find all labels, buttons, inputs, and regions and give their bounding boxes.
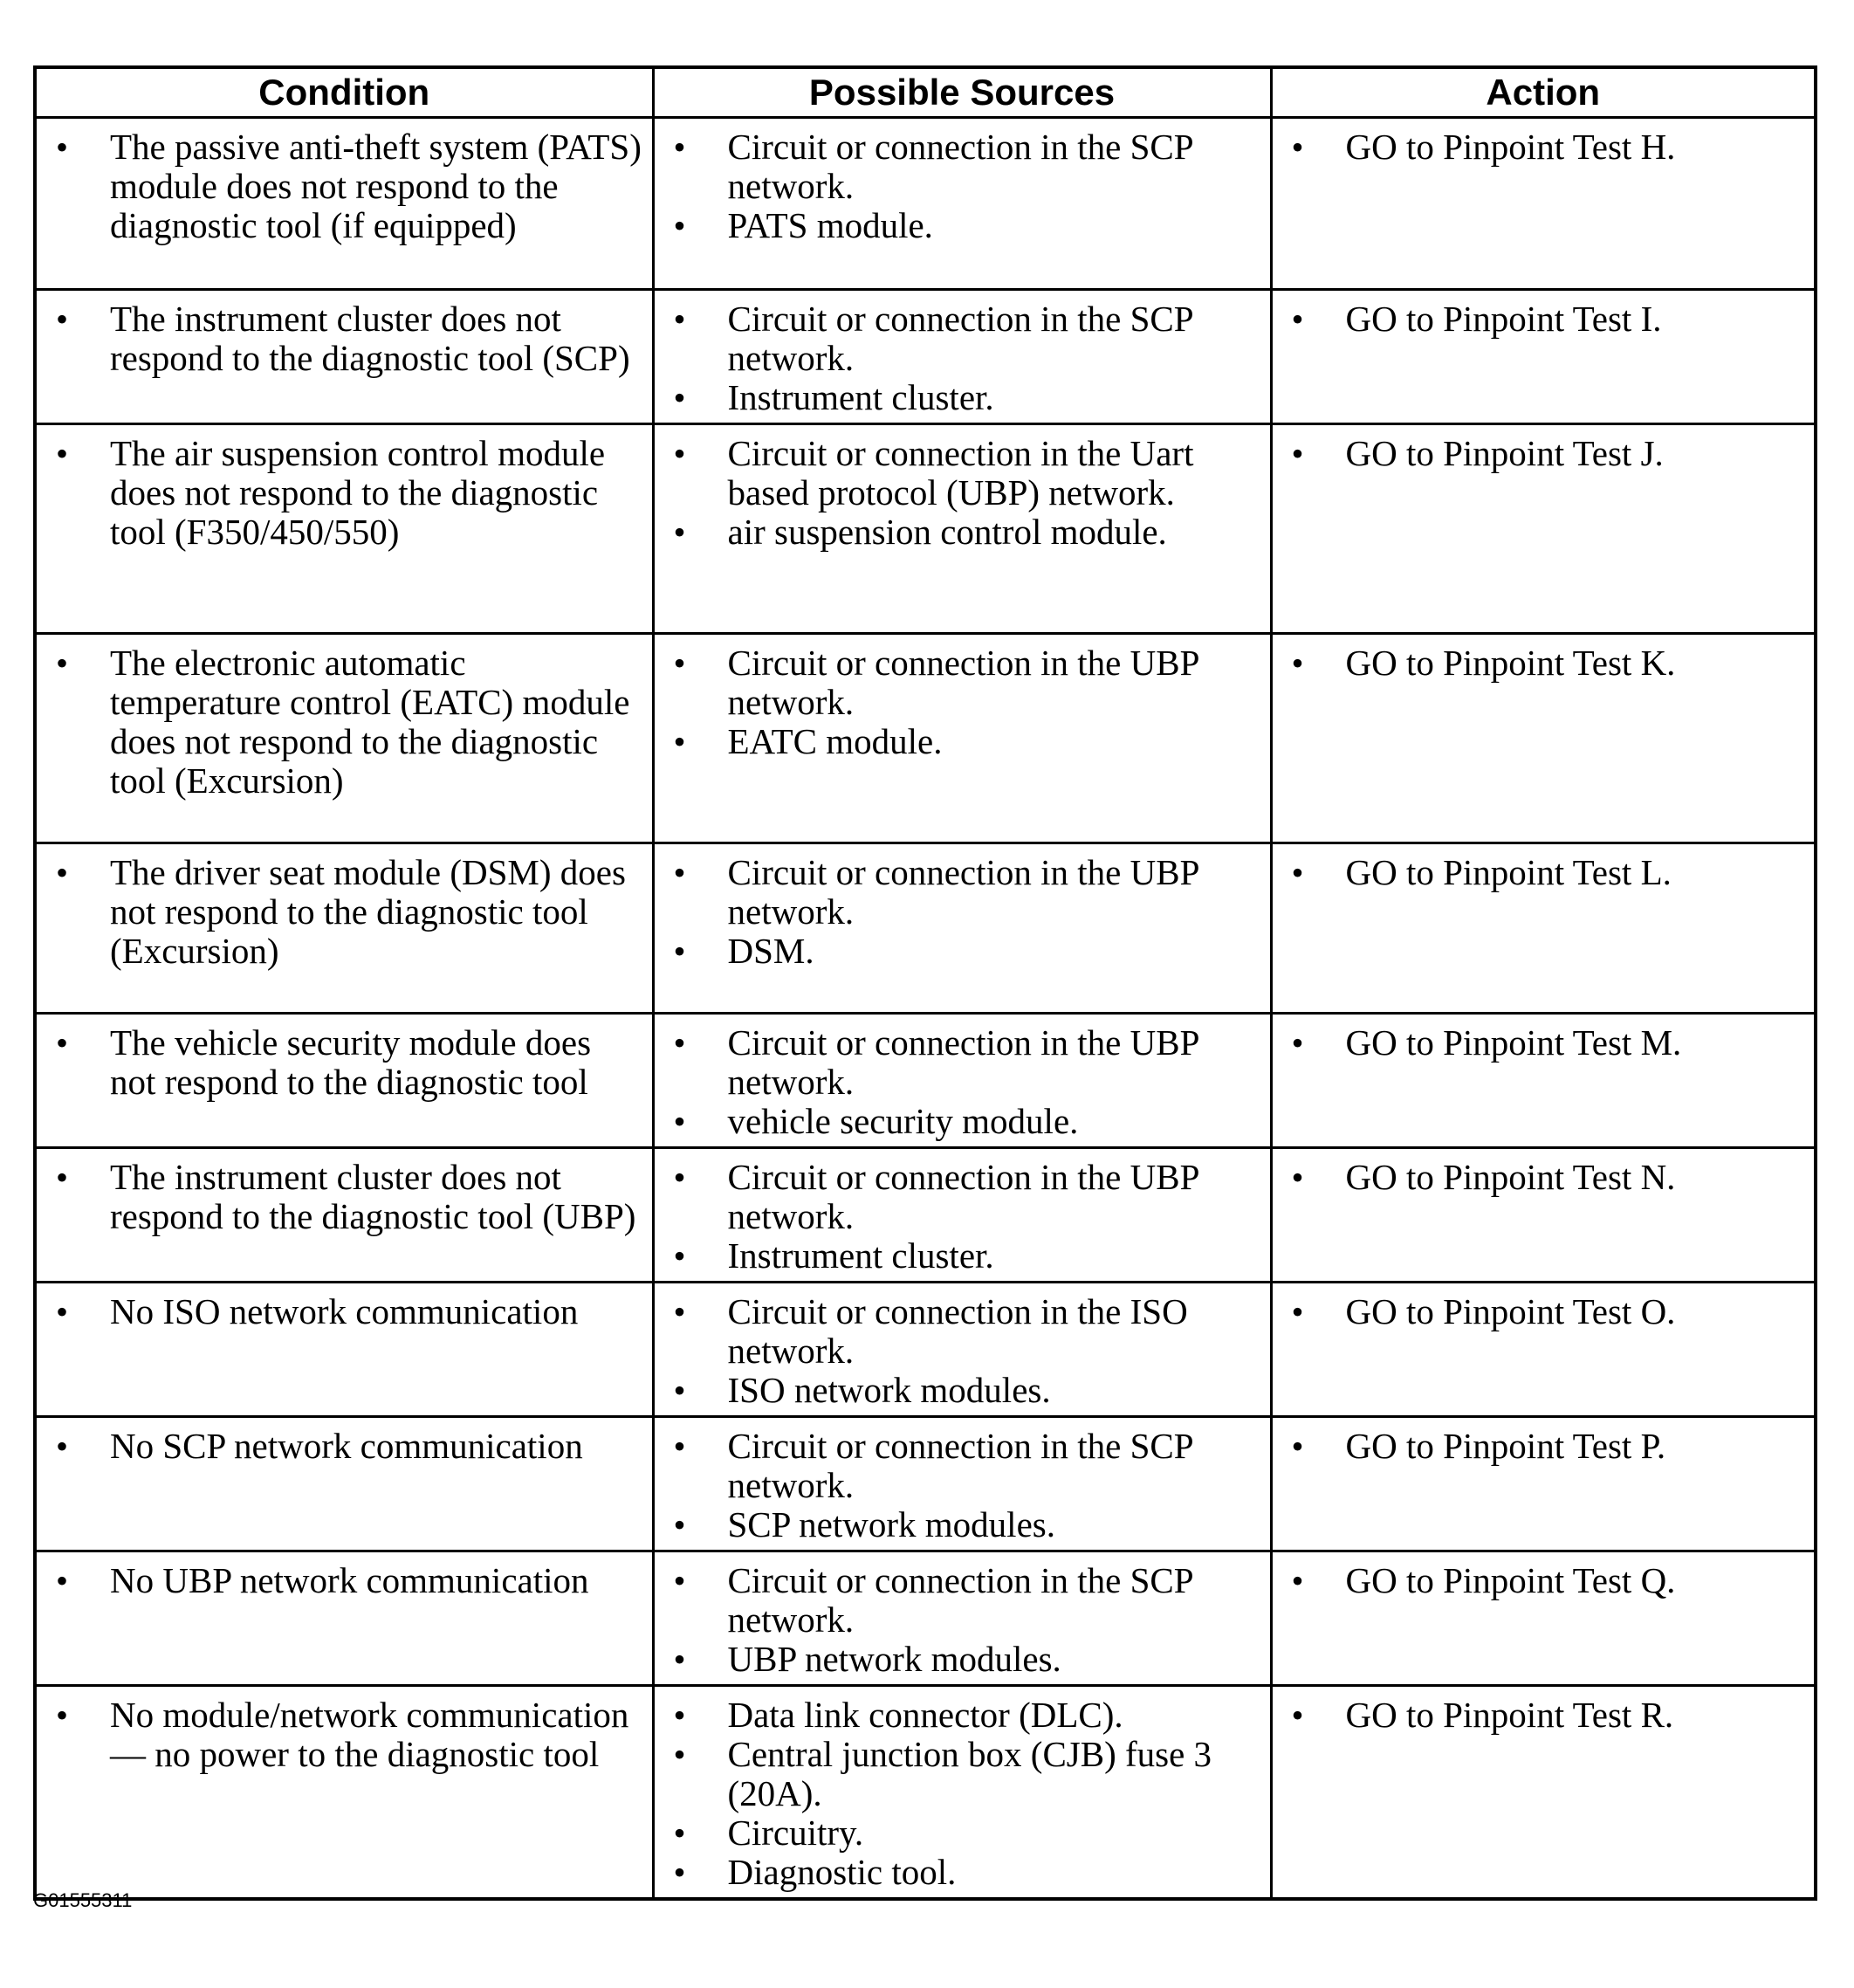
sources-cell (653, 1686, 1271, 1900)
condition-cell (35, 843, 653, 1014)
table-row (35, 1283, 1816, 1417)
action-cell (1271, 843, 1816, 1014)
sources-cell (653, 1551, 1271, 1686)
bullet-item: • EATC module. (663, 722, 1261, 761)
condition-cell (35, 1148, 653, 1283)
condition-list (45, 1158, 643, 1236)
sources-cell (653, 1283, 1271, 1417)
bullet-item: • GO to Pinpoint Test I. (1281, 299, 1806, 339)
bullet-item: • DSM. (663, 932, 1261, 971)
action-list (1281, 1427, 1806, 1466)
bullet-item: • Instrument cluster. (663, 378, 1261, 417)
table-row (35, 843, 1816, 1014)
sources-cell (653, 1417, 1271, 1551)
condition-cell (35, 1551, 653, 1686)
diagnostic-table (33, 65, 1817, 1901)
condition-list (45, 299, 643, 378)
condition-list (45, 1427, 643, 1466)
sources-list (663, 434, 1261, 552)
header-action: Action (1271, 67, 1816, 118)
bullet-item: • GO to Pinpoint Test P. (1281, 1427, 1806, 1466)
sources-cell (653, 1014, 1271, 1148)
bullet-item: • Circuit or connection in the SCP network. (663, 1561, 1261, 1640)
condition-list (45, 1561, 643, 1600)
sources-list (663, 127, 1261, 245)
table-row (35, 290, 1816, 424)
header-possible-sources: Possible Sources (653, 67, 1271, 118)
bullet-item: • GO to Pinpoint Test O. (1281, 1292, 1806, 1331)
action-list (1281, 853, 1806, 892)
action-list (1281, 434, 1806, 473)
condition-cell (35, 290, 653, 424)
action-cell (1271, 424, 1816, 634)
bullet-item: • GO to Pinpoint Test L. (1281, 853, 1806, 892)
header-condition: Condition (35, 67, 653, 118)
figure-id: G01555311 (33, 1889, 133, 1911)
bullet-item: • Circuit or connection in the UBP network. (663, 853, 1261, 932)
bullet-item: • GO to Pinpoint Test Q. (1281, 1561, 1806, 1600)
action-cell (1271, 1283, 1816, 1417)
sources-list (663, 1023, 1261, 1141)
table-row (35, 118, 1816, 290)
action-list (1281, 299, 1806, 339)
condition-cell (35, 1283, 653, 1417)
action-cell (1271, 1686, 1816, 1900)
table-row (35, 1686, 1816, 1900)
condition-list (45, 1292, 643, 1331)
bullet-item: • The air suspension control module does not respond to the diagnostic tool (F350/450/550) (45, 434, 643, 552)
bullet-item: • Circuit or connection in the Uart based protocol (UBP) network. (663, 434, 1261, 512)
bullet-item: • ISO network modules. (663, 1371, 1261, 1410)
sources-list (663, 1292, 1261, 1410)
bullet-item: • The passive anti-theft system (PATS) module does not respond to the diagnostic tool (if equipped) (45, 127, 643, 245)
sources-cell (653, 118, 1271, 290)
condition-list (45, 127, 643, 245)
bullet-item: • GO to Pinpoint Test K. (1281, 643, 1806, 683)
condition-list (45, 1696, 643, 1774)
bullet-item: • The driver seat module (DSM) does not respond to the diagnostic tool (Excursion) (45, 853, 643, 971)
sources-cell (653, 634, 1271, 843)
table-row (35, 1148, 1816, 1283)
condition-cell (35, 1686, 653, 1900)
sources-cell (653, 843, 1271, 1014)
bullet-item: • Diagnostic tool. (663, 1853, 1261, 1892)
action-list (1281, 1561, 1806, 1600)
condition-list (45, 643, 643, 801)
bullet-item: • SCP network modules. (663, 1505, 1261, 1544)
condition-list (45, 853, 643, 971)
bullet-item: • No ISO network communication (45, 1292, 643, 1331)
action-cell (1271, 1551, 1816, 1686)
table-body (35, 118, 1816, 1900)
action-cell (1271, 1417, 1816, 1551)
bullet-item: • The instrument cluster does not respond to the diagnostic tool (UBP) (45, 1158, 643, 1236)
bullet-item: • air suspension control module. (663, 512, 1261, 552)
action-cell (1271, 1014, 1816, 1148)
bullet-item: • vehicle security module. (663, 1102, 1261, 1141)
condition-cell (35, 424, 653, 634)
bullet-item: • UBP network modules. (663, 1640, 1261, 1679)
bullet-item: • GO to Pinpoint Test R. (1281, 1696, 1806, 1735)
sources-list (663, 299, 1261, 417)
header-row (35, 67, 1816, 118)
bullet-item: • No SCP network communication (45, 1427, 643, 1466)
sources-list (663, 1427, 1261, 1544)
sources-list (663, 643, 1261, 761)
bullet-item: • The vehicle security module does not respond to the diagnostic tool (45, 1023, 643, 1102)
bullet-item: • Circuit or connection in the UBP network. (663, 643, 1261, 722)
bullet-item: • PATS module. (663, 206, 1261, 245)
table-row (35, 424, 1816, 634)
action-list (1281, 1696, 1806, 1735)
condition-list (45, 1023, 643, 1102)
action-cell (1271, 1148, 1816, 1283)
condition-cell (35, 118, 653, 290)
sources-list (663, 1561, 1261, 1679)
bullet-item: • Circuit or connection in the ISO network. (663, 1292, 1261, 1371)
bullet-item: • GO to Pinpoint Test N. (1281, 1158, 1806, 1197)
bullet-item: • No UBP network communication (45, 1561, 643, 1600)
bullet-item: • The electronic automatic temperature control (EATC) module does not respond to the diagnostic tool (Excursion) (45, 643, 643, 801)
action-list (1281, 1158, 1806, 1197)
bullet-item: • Data link connector (DLC). (663, 1696, 1261, 1735)
sources-list (663, 1158, 1261, 1276)
sources-list (663, 853, 1261, 971)
action-list (1281, 643, 1806, 683)
condition-cell (35, 634, 653, 843)
bullet-item: • Central junction box (CJB) fuse 3 (20A). (663, 1735, 1261, 1813)
bullet-item: • GO to Pinpoint Test H. (1281, 127, 1806, 167)
action-list (1281, 1292, 1806, 1331)
sources-cell (653, 290, 1271, 424)
bullet-item: • Circuitry. (663, 1813, 1261, 1853)
sources-cell (653, 1148, 1271, 1283)
condition-cell (35, 1014, 653, 1148)
action-list (1281, 1023, 1806, 1063)
condition-cell (35, 1417, 653, 1551)
bullet-item: • Circuit or connection in the UBP network. (663, 1158, 1261, 1236)
action-cell (1271, 634, 1816, 843)
bullet-item: • GO to Pinpoint Test M. (1281, 1023, 1806, 1063)
bullet-item: • Circuit or connection in the SCP network. (663, 127, 1261, 206)
bullet-item: • Circuit or connection in the UBP network. (663, 1023, 1261, 1102)
bullet-item: • Circuit or connection in the SCP network. (663, 1427, 1261, 1505)
bullet-item: • Instrument cluster. (663, 1236, 1261, 1276)
action-cell (1271, 118, 1816, 290)
table-row (35, 1417, 1816, 1551)
bullet-item: • GO to Pinpoint Test J. (1281, 434, 1806, 473)
condition-list (45, 434, 643, 552)
action-list (1281, 127, 1806, 167)
table-row (35, 1551, 1816, 1686)
bullet-item: • The instrument cluster does not respond to the diagnostic tool (SCP) (45, 299, 643, 378)
bullet-item: • No module/network communication — no power to the diagnostic tool (45, 1696, 643, 1774)
table-row (35, 634, 1816, 843)
bullet-item: • Circuit or connection in the SCP network. (663, 299, 1261, 378)
sources-list (663, 1696, 1261, 1892)
sources-cell (653, 424, 1271, 634)
action-cell (1271, 290, 1816, 424)
table-row (35, 1014, 1816, 1148)
